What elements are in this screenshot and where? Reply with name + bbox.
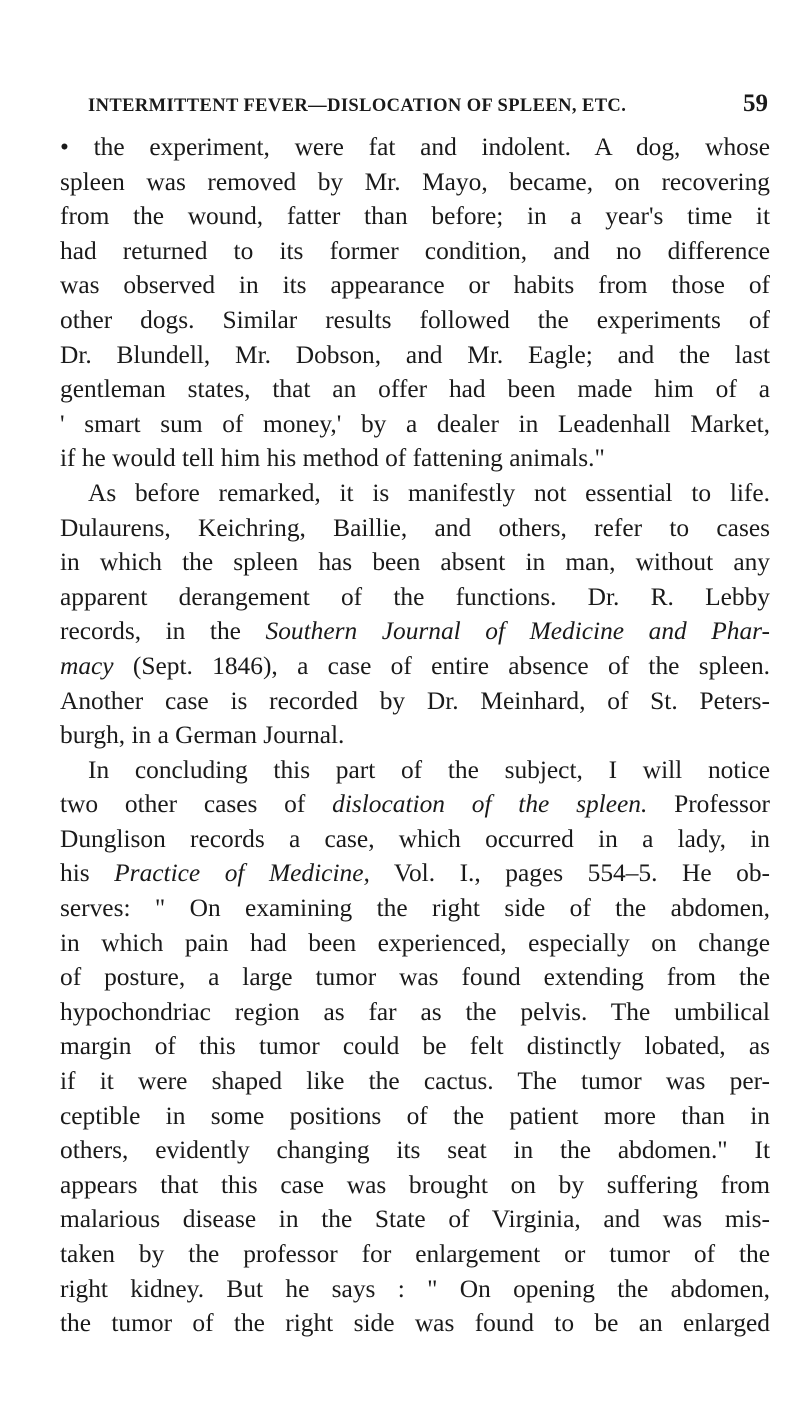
- text-line: [60, 545, 770, 580]
- text-line: [60, 1064, 770, 1099]
- text-line: [60, 1168, 770, 1203]
- text-line: [60, 130, 770, 165]
- text-segment: hypochondriac region as far as the pelvis. The umbilical: [60, 997, 770, 1026]
- text-segment: in which the spleen has been absent in man, without any: [60, 548, 770, 577]
- text-line: [60, 234, 770, 269]
- page-number: 59: [743, 90, 768, 117]
- text-line: [60, 649, 770, 684]
- text-line: [60, 407, 770, 442]
- text-segment: • the experiment, were fat and indolent. A dog, whose: [60, 133, 770, 161]
- text-segment: the tumor of the right side was found to be an enlarged: [60, 1309, 770, 1338]
- text-segment: Another case is recorded by Dr. Meinhard, of St. Peters-: [60, 686, 770, 715]
- text-segment: his: [60, 859, 115, 888]
- text-line: [60, 1202, 770, 1237]
- text-segment: of posture, a large tumor was found extending from the: [60, 963, 770, 992]
- text-segment: taken by the professor for enlargement or tumor of the: [60, 1240, 770, 1268]
- text-line: [60, 684, 770, 719]
- text-line: [60, 1306, 770, 1341]
- text-segment: ' smart sum of money,' by a dealer in Leadenhall Market,: [60, 409, 770, 438]
- text-segment: margin of this tumor could be felt distinctly lobated, as: [60, 1032, 770, 1061]
- text-segment: two other cases of: [60, 790, 333, 819]
- text-segment: Dr. Blundell, Mr. Dobson, and Mr. Eagle; and the last: [60, 340, 770, 369]
- text-segment: spleen was removed by Mr. Mayo, became, on recovering: [60, 167, 770, 196]
- text-segment: Dunglison records a case, which occurred in a lady, in: [60, 824, 770, 853]
- text-line: [60, 580, 770, 615]
- text-line: [60, 165, 770, 200]
- text-line: [60, 787, 770, 822]
- italic-text: Southern Journal of Medicine and Phar-: [265, 617, 770, 646]
- text-segment: from the wound, fatter than before; in a year's time it: [60, 202, 770, 231]
- text-segment: (Sept. 1846), a case of entire absence of the spleen.: [113, 651, 770, 680]
- text-segment: had returned to its former condition, and no difference: [60, 236, 770, 265]
- text-line: [60, 511, 770, 546]
- text-line: [60, 753, 770, 788]
- text-segment: As before remarked, it is manifestly not essential to life.: [88, 478, 770, 507]
- text-line: [60, 441, 770, 476]
- text-line: [60, 268, 770, 303]
- text-line: [60, 960, 770, 995]
- text-segment: apparent derangement of the functions. Dr. R. Lebby: [60, 582, 770, 611]
- text-line: [60, 1272, 770, 1307]
- text-segment: gentleman states, that an offer had been made him of a: [60, 375, 770, 404]
- text-segment: in which pain had been experienced, especially on change: [60, 928, 770, 957]
- text-segment: if he would tell him his method of fattening animals.": [60, 444, 605, 473]
- text-segment: serves: " On examining the right side of the abdomen,: [60, 894, 770, 923]
- running-head-title: INTERMITTENT FEVER—DISLOCATION OF SPLEEN, ETC.: [88, 96, 627, 116]
- text-segment: burgh, in a German Journal.: [60, 721, 345, 750]
- text-segment: ceptible in some positions of the patient more than in: [60, 1101, 770, 1130]
- text-line: [60, 891, 770, 926]
- italic-text: macy: [60, 651, 114, 680]
- text-line: [60, 718, 770, 753]
- text-segment: right kidney. But he says : " On opening the abdomen,: [60, 1274, 770, 1303]
- text-segment: Vol. I., pages 554–5. He ob-: [369, 859, 770, 888]
- text-line: [60, 338, 770, 373]
- italic-text: dislocation of the spleen.: [332, 790, 648, 819]
- text-segment: was observed in its appearance or habits from those of: [60, 271, 770, 300]
- text-segment: if it were shaped like the cactus. The tumor was per-: [60, 1067, 770, 1096]
- text-segment: others, evidently changing its seat in the abdomen." It: [60, 1136, 770, 1165]
- text-segment: In concluding this part of the subject, I will notice: [88, 755, 770, 784]
- text-line: [60, 926, 770, 961]
- text-line: [60, 1099, 770, 1134]
- text-line: [60, 995, 770, 1030]
- running-head: [88, 90, 768, 118]
- text-line: [60, 614, 770, 649]
- text-line: [60, 1029, 770, 1064]
- text-line: [60, 476, 770, 511]
- text-line: [60, 199, 770, 234]
- text-segment: Professor: [647, 790, 771, 819]
- text-segment: Dulaurens, Keichring, Baillie, and others, refer to cases: [60, 513, 770, 542]
- text-segment: appears that this case was brought on by suffering from: [60, 1170, 770, 1199]
- italic-text: Practice of Medicine,: [114, 859, 370, 888]
- text-segment: records, in the: [60, 617, 266, 646]
- text-line: [60, 372, 770, 407]
- text-line: [60, 856, 770, 891]
- text-line: [60, 1237, 770, 1272]
- body-text: [60, 130, 770, 1341]
- text-segment: malarious disease in the State of Virginia, and was mis-: [60, 1205, 770, 1234]
- text-line: [60, 1133, 770, 1168]
- text-segment: other dogs. Similar results followed the experiments of: [60, 305, 770, 334]
- text-line: [60, 303, 770, 338]
- text-line: [60, 822, 770, 857]
